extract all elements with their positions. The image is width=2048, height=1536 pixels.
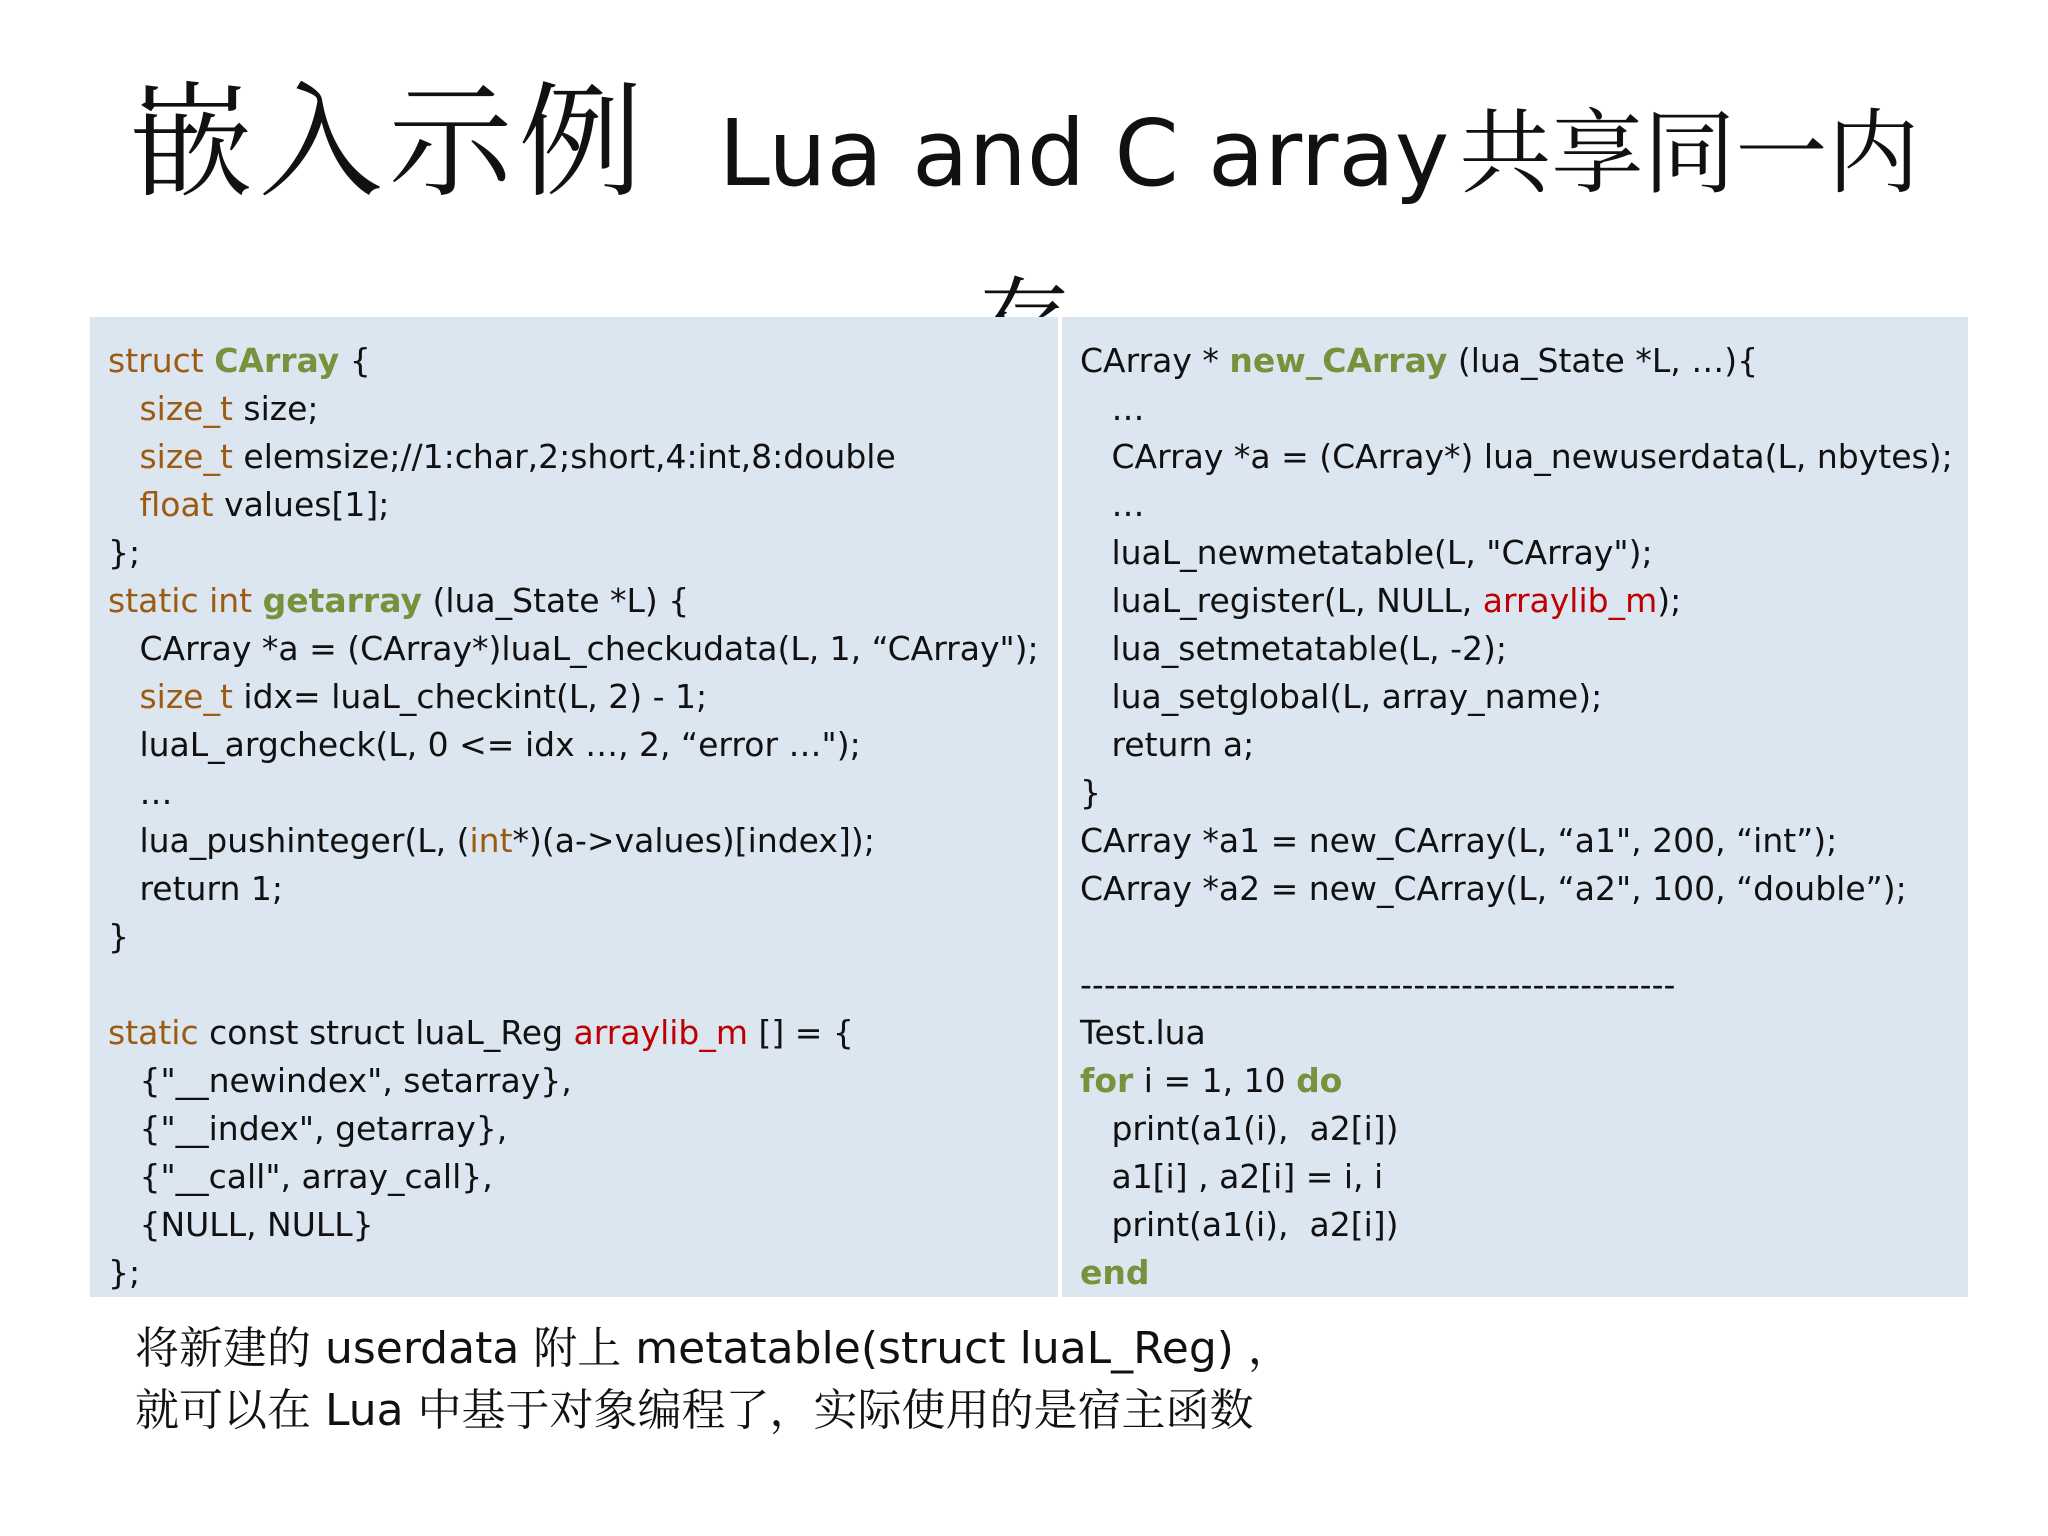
code-token: } <box>108 917 129 956</box>
code-token: return 1; <box>108 869 283 908</box>
code-line <box>108 577 1040 625</box>
code-token: (lua_State *L) { <box>421 581 690 620</box>
code-token: (lua_State *L, …){ <box>1447 341 1759 380</box>
code-panel-constructor-and-lua <box>1062 317 1968 1297</box>
code-token: i = 1, 10 <box>1133 1061 1297 1100</box>
code-token: lua_setglobal(L, array_name); <box>1080 677 1603 716</box>
title-part-cjk-2: 共享同一内 <box>1459 100 1920 208</box>
code-token: idx= luaL_checkint(L, 2) - 1; <box>232 677 708 716</box>
title-part-cjk-1: 嵌入示例 <box>128 71 649 216</box>
code-token: values[1]; <box>213 485 390 524</box>
code-token: {"__newindex", setarray}, <box>108 1061 572 1100</box>
code-line <box>108 721 1040 769</box>
caption <box>135 1318 1935 1442</box>
code-line <box>1080 769 1950 817</box>
code-token: } <box>1080 773 1101 812</box>
code-line <box>1080 337 1950 385</box>
code-line <box>108 529 1040 577</box>
code-token: luaL_newmetatable(L, "CArray"); <box>1080 533 1653 572</box>
code-line <box>1080 481 1950 529</box>
code-token: CArray * <box>1080 341 1230 380</box>
code-token: CArray *a = (CArray*)luaL_checkudata(L, 1, “CArray"); <box>108 629 1039 668</box>
code-line <box>108 1249 1040 1297</box>
code-line <box>1080 385 1950 433</box>
code-line <box>108 481 1040 529</box>
code-token: -------------------------------------------------- <box>1080 965 1676 1004</box>
code-line <box>108 1057 1040 1105</box>
code-line <box>108 961 1040 1009</box>
code-token: CArray <box>214 341 340 380</box>
code-line <box>108 1009 1040 1057</box>
code-token: … <box>1080 485 1145 524</box>
code-token: ); <box>1657 581 1682 620</box>
code-line <box>108 673 1040 721</box>
code-token: for <box>1080 1061 1134 1100</box>
code-token: lua_setmetatable(L, -2); <box>1080 629 1508 668</box>
code-token: lua_pushinteger(L, ( <box>108 821 470 860</box>
code-line <box>1080 913 1950 961</box>
code-line <box>1080 625 1950 673</box>
code-token: print(a1(i), a2[i]) <box>1080 1205 1399 1244</box>
code-line <box>1080 1057 1950 1105</box>
code-line <box>108 1105 1040 1153</box>
code-line <box>1080 1009 1950 1057</box>
code-token: static int <box>108 581 263 620</box>
code-token: new_CArray <box>1229 341 1448 380</box>
code-line <box>1080 1249 1950 1297</box>
code-token: { <box>339 341 371 380</box>
code-token: elemsize;//1:char,2;short,4:int,8:double <box>232 437 896 476</box>
code-line <box>1080 433 1953 481</box>
code-token: float <box>139 485 214 524</box>
code-token: static <box>108 1013 199 1052</box>
code-token: luaL_argcheck(L, 0 <= idx …, 2, “error …"); <box>108 725 861 764</box>
code-token: print(a1(i), a2[i]) <box>1080 1109 1399 1148</box>
code-line <box>1080 817 1950 865</box>
title-part-latin: Lua and C array <box>718 100 1450 208</box>
code-token: struct <box>108 341 215 380</box>
code-token: getarray <box>262 581 422 620</box>
code-token <box>108 389 139 428</box>
caption-line-2: 就可以在 Lua 中基于对象编程了，实际使用的是宿主函数 <box>135 1385 1254 1436</box>
code-line <box>1080 961 1950 1009</box>
code-token: luaL_register(L, NULL, <box>1080 581 1483 620</box>
code-line <box>108 865 1040 913</box>
code-line <box>1080 1201 1950 1249</box>
code-token: … <box>1080 389 1145 428</box>
code-token: return a; <box>1080 725 1255 764</box>
code-line <box>1080 1153 1950 1201</box>
code-line <box>1080 865 1950 913</box>
code-line <box>1080 721 1950 769</box>
code-line <box>108 1201 1040 1249</box>
code-token: CArray *a1 = new_CArray(L, “a1", 200, “int”); <box>1080 821 1838 860</box>
code-token: arraylib_m <box>573 1013 749 1052</box>
code-line <box>108 625 1040 673</box>
code-line <box>108 385 1040 433</box>
code-line <box>108 337 1040 385</box>
code-token: }; <box>108 533 141 572</box>
code-line <box>108 1153 1040 1201</box>
code-token: do <box>1296 1061 1343 1100</box>
code-token: size_t <box>139 389 233 428</box>
code-token: CArray *a = (CArray*) lua_newuserdata(L, nbytes); <box>1080 437 1953 476</box>
code-token: size; <box>232 389 319 428</box>
code-line <box>108 913 1040 961</box>
code-token: }; <box>108 1253 141 1292</box>
code-token: {NULL, NULL} <box>108 1205 374 1244</box>
code-panel-c-struct <box>90 317 1058 1297</box>
code-token: … <box>108 773 173 812</box>
code-line <box>108 769 1040 817</box>
code-line <box>1080 673 1950 721</box>
code-table <box>90 317 1968 1297</box>
code-token: size_t <box>139 437 233 476</box>
caption-line-1: 将新建的 userdata 附上 metatable(struct luaL_Reg) ， <box>135 1323 1292 1374</box>
code-line <box>1080 529 1950 577</box>
code-token: size_t <box>139 677 233 716</box>
code-token: int <box>469 821 513 860</box>
code-line <box>108 817 1040 865</box>
code-token: [] = { <box>748 1013 854 1052</box>
code-line <box>1080 1105 1950 1153</box>
code-token: {"__index", getarray}, <box>108 1109 508 1148</box>
code-token <box>108 485 139 524</box>
code-token: *)(a->values)[index]); <box>512 821 875 860</box>
code-token: CArray *a2 = new_CArray(L, “a2", 100, “double”); <box>1080 869 1907 908</box>
code-line <box>108 433 1040 481</box>
code-token: {"__call", array_call}, <box>108 1157 493 1196</box>
code-line <box>1080 577 1950 625</box>
code-token: Test.lua <box>1080 1013 1206 1052</box>
code-token <box>108 437 139 476</box>
code-token: const struct luaL_Reg <box>198 1013 574 1052</box>
code-token: end <box>1080 1253 1150 1292</box>
code-token: a1[i] , a2[i] = i, i <box>1080 1157 1384 1196</box>
code-token: arraylib_m <box>1482 581 1658 620</box>
code-token <box>108 677 139 716</box>
